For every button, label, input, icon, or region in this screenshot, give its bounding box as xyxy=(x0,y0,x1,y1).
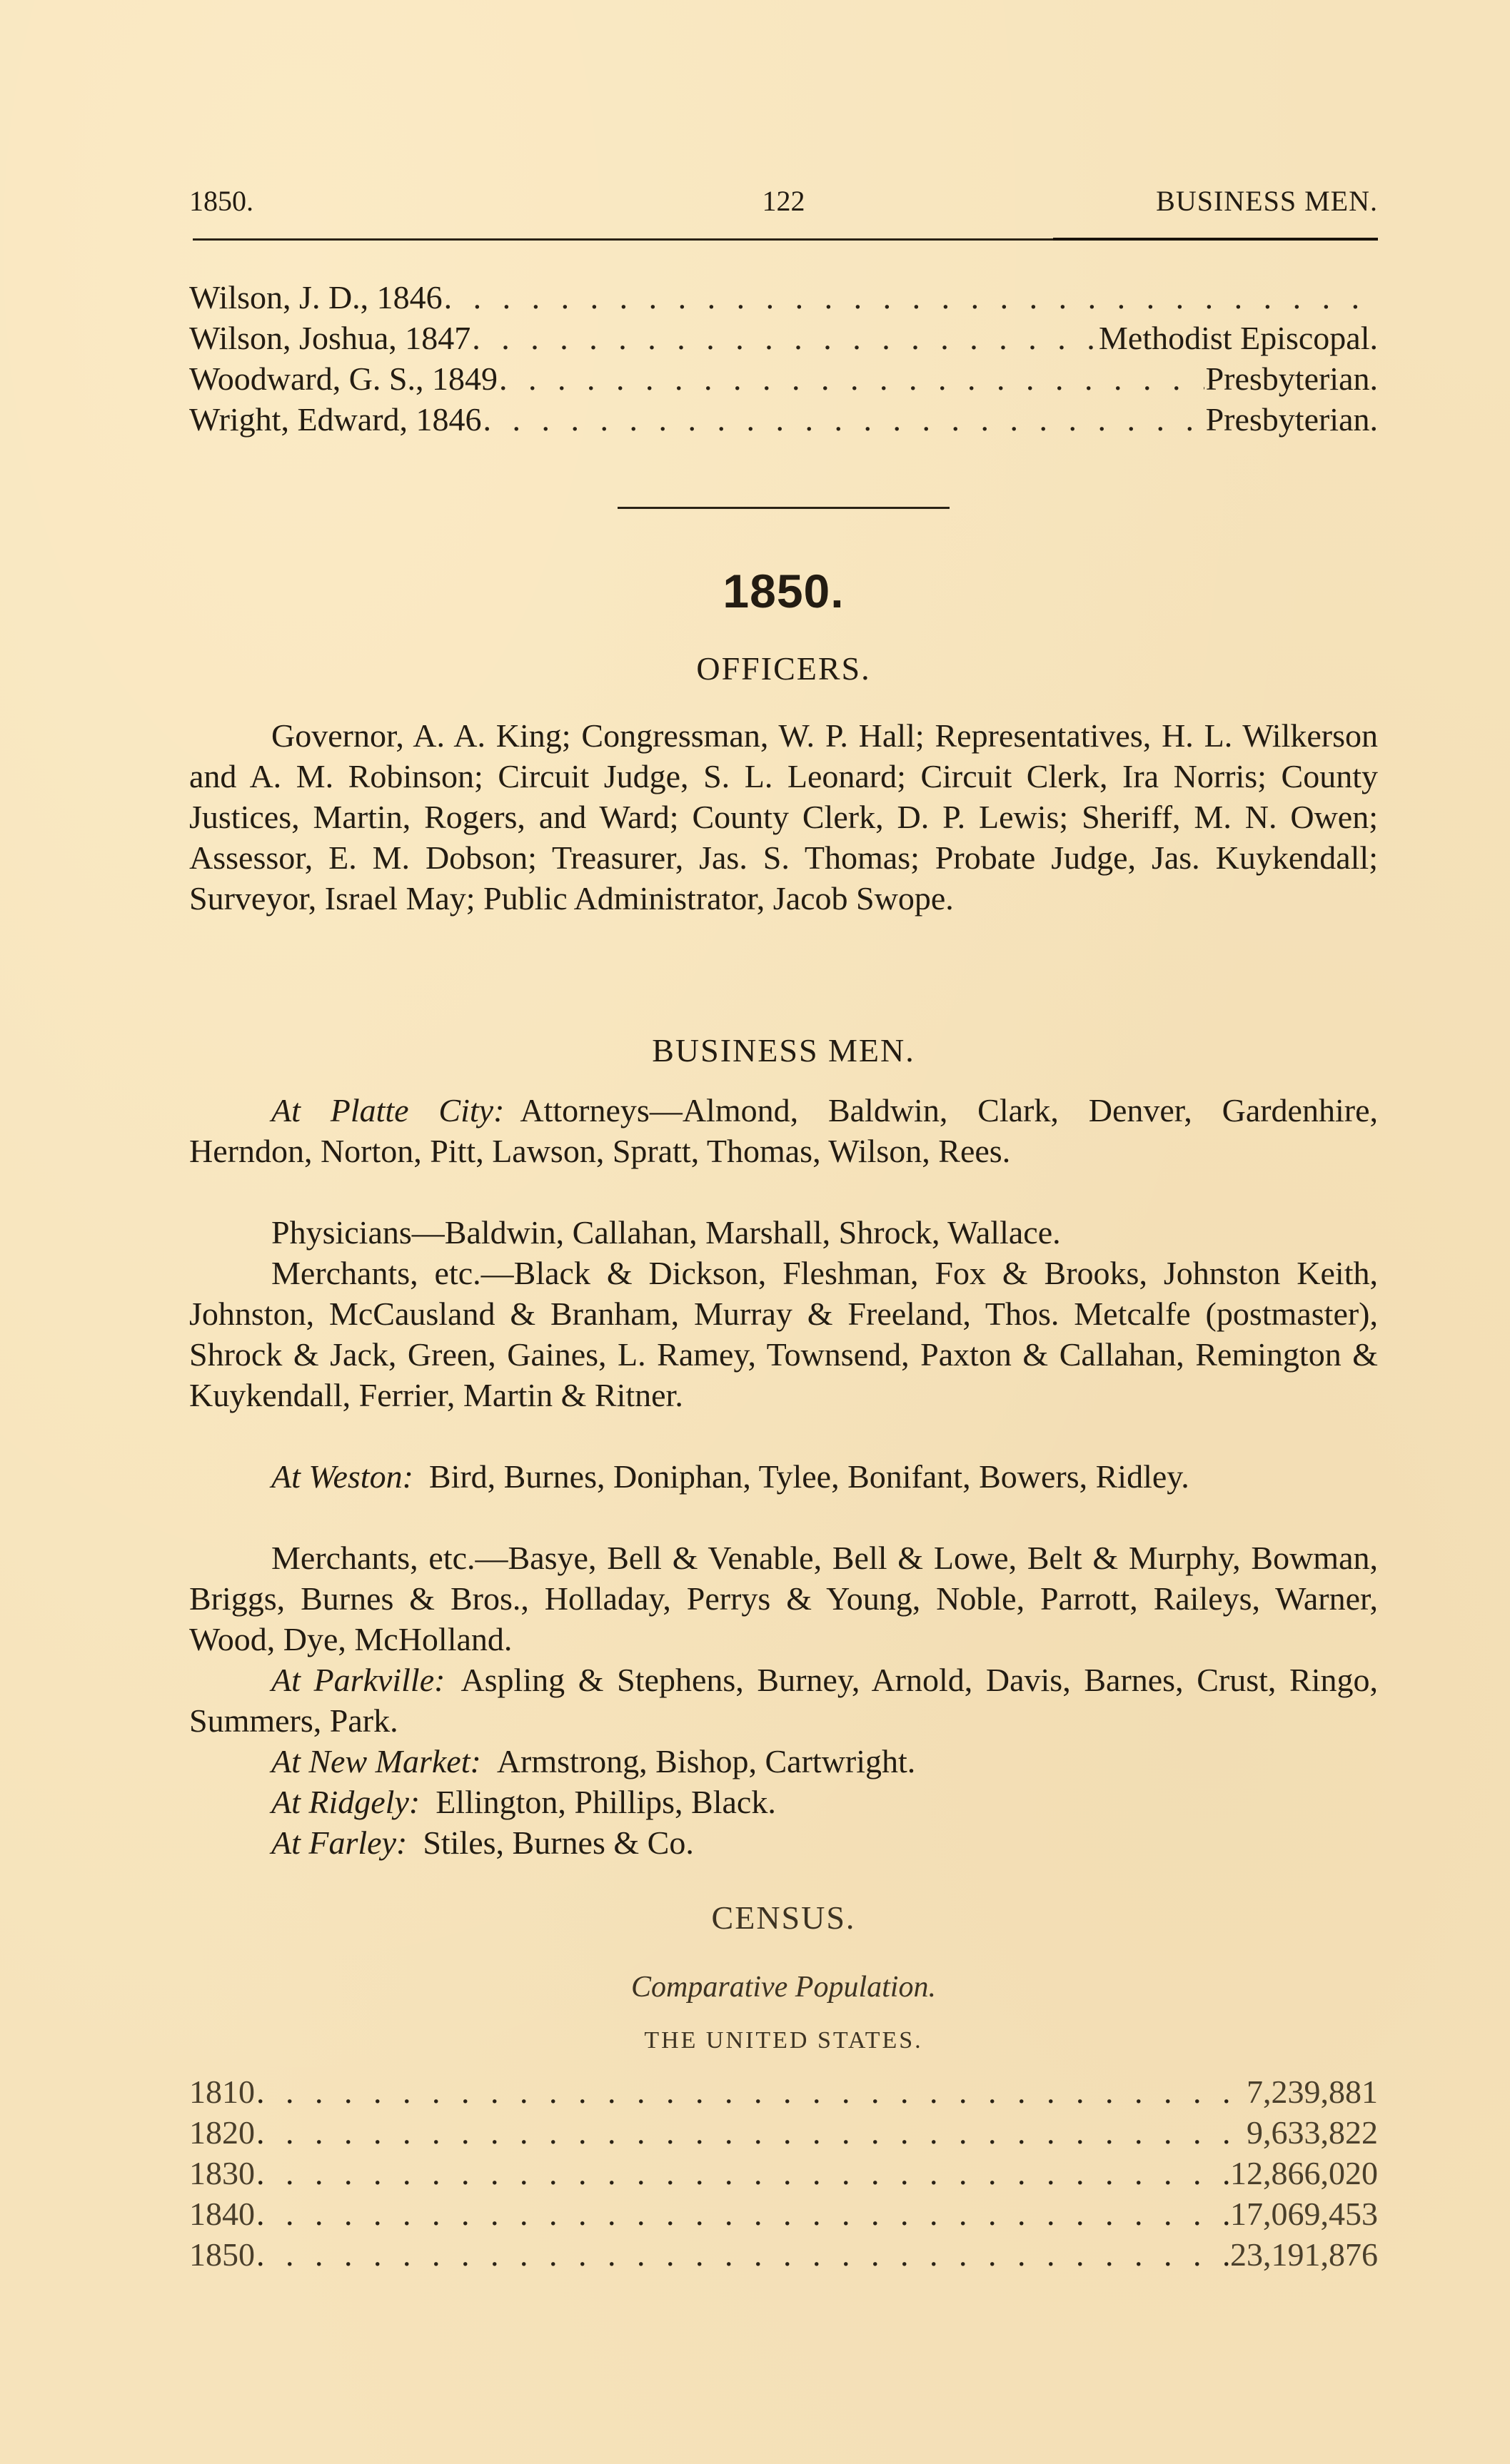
census-year: 1810 xyxy=(189,2074,255,2110)
dot-leader xyxy=(483,399,1204,440)
place-label: At Parkville: xyxy=(271,1662,446,1698)
register-denomination: Presbyterian. xyxy=(1205,360,1378,397)
census-population: 7,239,881 xyxy=(1247,2074,1378,2110)
business-text: Attorneys—Almond, Baldwin, Clark, Denver, Gardenhire, Herndon, Norton, Pitt, Lawson, Spratt, Thomas, Wilson, Rees. xyxy=(189,1092,1378,1169)
register-list xyxy=(189,277,1378,440)
census-population: 17,069,453 xyxy=(1230,2196,1378,2232)
business-text: Merchants, etc.—Black & Dickson, Fleshman, Fox & Brooks, Johnston Keith, Johnston, McCausland & Branham, Murray & Freeland, Thos. Metcalfe (postmaster), Shrock & Jack, Green, Gaines, L. Ramey, Townsend, Paxton & Callahan, Remington & Kuykendall, Ferrier, Martin & Ritner. xyxy=(189,1255,1378,1413)
business-paragraph xyxy=(189,1741,1378,1782)
dot-leader xyxy=(256,2193,1229,2234)
census-row xyxy=(189,2153,1378,2193)
census-year: 1830 xyxy=(189,2155,255,2191)
business-text: Ellington, Phillips, Black. xyxy=(436,1784,776,1820)
census-table xyxy=(189,2071,1378,2275)
page-number: 122 xyxy=(762,185,805,217)
place-label: At Weston: xyxy=(271,1458,413,1495)
register-name: Wright, Edward, 1846 xyxy=(189,401,482,438)
business-paragraph xyxy=(189,1212,1378,1253)
business-paragraph xyxy=(189,1456,1378,1497)
business-men-heading: BUSINESS MEN. xyxy=(652,1032,915,1069)
header-section-title: BUSINESS MEN. xyxy=(1156,185,1378,217)
register-denomination: Presbyterian. xyxy=(1205,401,1378,438)
register-name: Wilson, Joshua, 1847 xyxy=(189,320,471,356)
census-row xyxy=(189,2071,1378,2112)
census-year: 1820 xyxy=(189,2114,255,2151)
business-text: Merchants, etc.—Basye, Bell & Venable, Bell & Lowe, Belt & Murphy, Bowman, Briggs, Burnes & Bros., Holladay, Perrys & Young, Noble, Parrott, Raileys, Warner, Wood, Dye, McHolland. xyxy=(189,1540,1378,1657)
book-page xyxy=(189,0,1378,2464)
business-paragraph xyxy=(189,1782,1378,1822)
dot-leader xyxy=(256,2112,1245,2153)
business-paragraph xyxy=(189,1538,1378,1660)
officers-heading: OFFICERS. xyxy=(696,650,871,687)
business-paragraph xyxy=(189,1660,1378,1741)
dot-leader xyxy=(256,2153,1229,2193)
census-population: 23,191,876 xyxy=(1230,2236,1378,2273)
census-region: THE UNITED STATES. xyxy=(644,2027,923,2054)
register-denomination: Methodist Episcopal. xyxy=(1099,320,1378,356)
business-paragraph xyxy=(189,1253,1378,1415)
dot-leader xyxy=(256,2234,1229,2275)
dot-leader xyxy=(472,318,1097,358)
place-label: At Platte City: xyxy=(271,1092,505,1129)
dot-leader xyxy=(499,358,1204,399)
census-population: 9,633,822 xyxy=(1247,2114,1378,2151)
business-text: Stiles, Burnes & Co. xyxy=(423,1824,694,1861)
census-row xyxy=(189,2193,1378,2234)
header-year: 1850. xyxy=(189,185,253,217)
census-year: 1850 xyxy=(189,2236,255,2273)
business-paragraph xyxy=(189,1090,1378,1171)
year-heading: 1850. xyxy=(723,565,845,617)
header-rule-thick xyxy=(1053,238,1378,241)
dot-leader xyxy=(256,2071,1245,2112)
business-text: Bird, Burnes, Doniphan, Tylee, Bonifant, Bowers, Ridley. xyxy=(428,1458,1189,1495)
section-divider xyxy=(618,507,950,509)
business-text: Armstrong, Bishop, Cartwright. xyxy=(496,1743,916,1779)
place-label: At Farley: xyxy=(271,1824,408,1861)
register-entry xyxy=(189,358,1378,399)
census-year: 1840 xyxy=(189,2196,255,2232)
census-population: 12,866,020 xyxy=(1230,2155,1378,2191)
register-name: Wilson, J. D., 1846 xyxy=(189,279,443,315)
register-entry xyxy=(189,399,1378,440)
business-text: Aspling & Stephens, Burney, Arnold, Davis, Barnes, Crust, Ringo, Summers, Park. xyxy=(189,1662,1379,1739)
officers-paragraph: Governor, A. A. King; Congressman, W. P. Hall; Representatives, H. L. Wilkerson and A. M. Robinson; Circuit Judge, S. L. Leonard; Circuit Clerk, Ira Norris; County Justices, Martin, Rogers, and Ward; County Clerk, D. P. Lewis; Sheriff, M. N. Owen; Assessor, E. M. Dobson; Treasurer, Jas. S. Thomas; Probate Judge, Jas. Kuykendall; Surveyor, Israel May; Public Administrator, Jacob Swope. xyxy=(189,717,1378,917)
census-heading: CENSUS. xyxy=(711,1899,856,1936)
place-label: At Ridgely: xyxy=(271,1784,421,1820)
register-entry xyxy=(189,318,1378,358)
dot-leader xyxy=(444,277,1376,318)
place-label: At New Market: xyxy=(271,1743,481,1779)
census-row xyxy=(189,2112,1378,2153)
running-header xyxy=(189,184,1378,227)
register-name: Woodward, G. S., 1849 xyxy=(189,360,498,397)
business-paragraph xyxy=(189,1822,1378,1863)
business-text: Physicians—Baldwin, Callahan, Marshall, Shrock, Wallace. xyxy=(271,1214,1061,1251)
census-subtitle: Comparative Population. xyxy=(631,1971,936,2004)
register-entry xyxy=(189,277,1378,318)
census-row xyxy=(189,2234,1378,2275)
